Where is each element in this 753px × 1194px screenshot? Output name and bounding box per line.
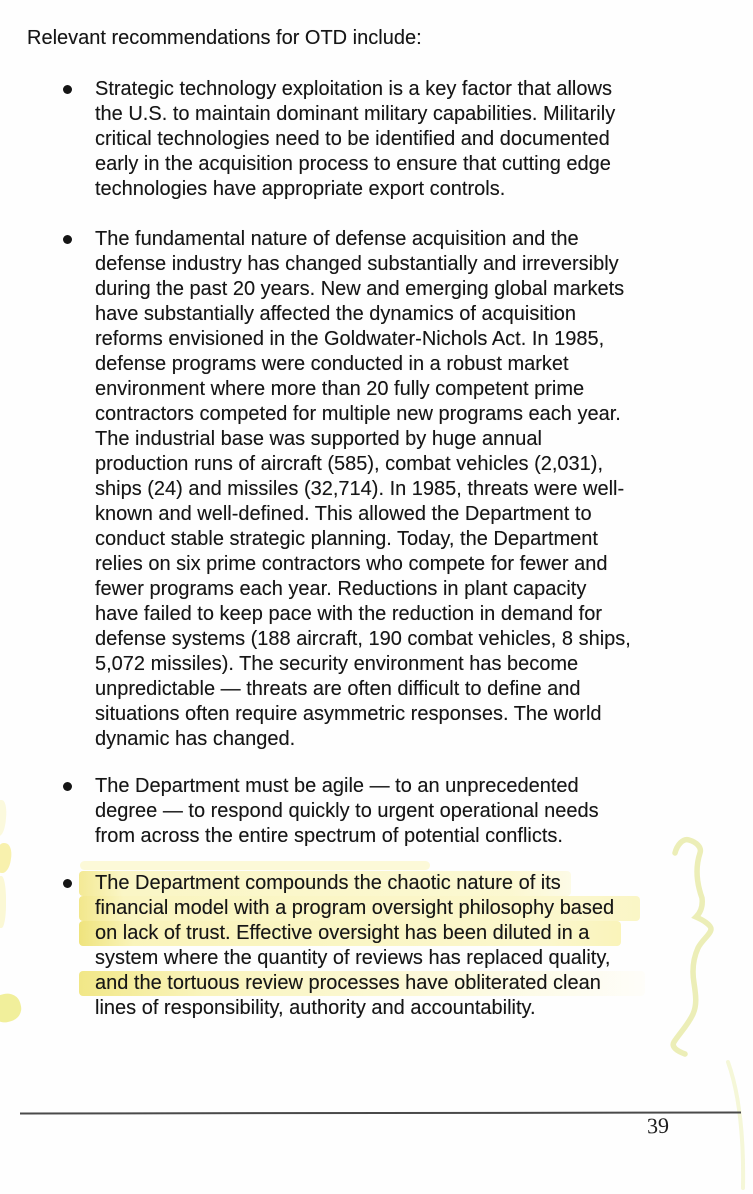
highlighted-text-line: and the tortuous review processes have obliterated clean	[79, 971, 645, 996]
text-line: from across the entire spectrum of potential conflicts.	[95, 825, 563, 847]
text-line: critical technologies need to be identified and documented	[95, 128, 610, 150]
highlighted-text-line: financial model with a program oversight philosophy based	[79, 896, 640, 921]
bullet-dot	[63, 782, 72, 791]
text-line: defense industry has changed substantially and irreversibly	[95, 253, 619, 275]
text-line: known and well-defined. This allowed the Department to	[95, 503, 592, 525]
footer-rule	[20, 1111, 741, 1114]
text-line: early in the acquisition process to ensure that cutting edge	[95, 153, 611, 175]
text-line: have substantially affected the dynamics of acquisition	[95, 303, 577, 325]
highlighted-text-line: The Department compounds the chaotic nature of its	[79, 871, 571, 896]
text-line: the U.S. to maintain dominant military capabilities. Militarily	[95, 103, 616, 125]
text-line: fewer programs each year. Reductions in plant capacity	[95, 578, 587, 600]
bullet-item-4	[95, 871, 645, 1021]
text-line: 5,072 missiles). The security environment has become	[95, 653, 579, 675]
text-line: situations often require asymmetric responses. The world	[95, 703, 602, 725]
text-line: dynamic has changed.	[95, 728, 296, 750]
brace-stroke	[673, 840, 711, 1054]
text-line: ships (24) and missiles (32,714). In 1985, threats were well-	[95, 478, 625, 500]
left-margin-highlighter-mark	[0, 876, 6, 928]
text-line: conduct stable strategic planning. Today, the Department	[95, 528, 598, 550]
highlighted-text-line: on lack of trust. Effective oversight has been diluted in a	[79, 921, 621, 946]
text-line: contractors competed for multiple new programs each year.	[95, 403, 621, 425]
text-line: technologies have appropriate export controls.	[95, 178, 506, 200]
bullet-item-2	[95, 227, 631, 752]
left-margin-highlighter-mark	[0, 800, 8, 837]
text-line: have failed to keep pace with the reduction in demand for	[95, 603, 602, 625]
highlighter-streak	[80, 861, 430, 870]
text-line: lines of responsibility, authority and accountability.	[95, 997, 536, 1019]
text-line: Strategic technology exploitation is a key factor that allows	[95, 78, 612, 100]
left-margin-highlighter-mark	[0, 991, 24, 1025]
text-line: environment where more than 20 fully competent prime	[95, 378, 585, 400]
text-line: relies on six prime contractors who compete for fewer and	[95, 553, 608, 575]
text-line: The Department must be agile — to an unprecedented	[95, 775, 579, 797]
faint-highlighter-arc	[728, 1062, 743, 1188]
text-line: production runs of aircraft (585), combat vehicles (2,031),	[95, 453, 604, 475]
text-line: degree — to respond quickly to urgent operational needs	[95, 800, 599, 822]
text-line: system where the quantity of reviews has replaced quality,	[95, 947, 611, 969]
bullet-item-3	[95, 774, 599, 849]
bullet-item-1	[95, 77, 615, 202]
text-line: during the past 20 years. New and emerging global markets	[95, 278, 625, 300]
bullet-dot	[63, 85, 72, 94]
page-number: 39	[646, 1112, 670, 1139]
intro-text: Relevant recommendations for OTD include:	[27, 27, 422, 49]
text-line: defense programs were conducted in a robust market	[95, 353, 569, 375]
text-line: The fundamental nature of defense acquisition and the	[95, 228, 579, 250]
text-line: reforms envisioned in the Goldwater-Nichols Act. In 1985,	[95, 328, 605, 350]
text-line: unpredictable — threats are often difficult to define and	[95, 678, 581, 700]
bullet-dot	[63, 235, 72, 244]
bullet-dot	[63, 879, 72, 888]
text-line: The industrial base was supported by huge annual	[95, 428, 542, 450]
left-margin-highlighter-mark	[0, 842, 13, 874]
text-line: defense systems (188 aircraft, 190 combat vehicles, 8 ships,	[95, 628, 631, 650]
